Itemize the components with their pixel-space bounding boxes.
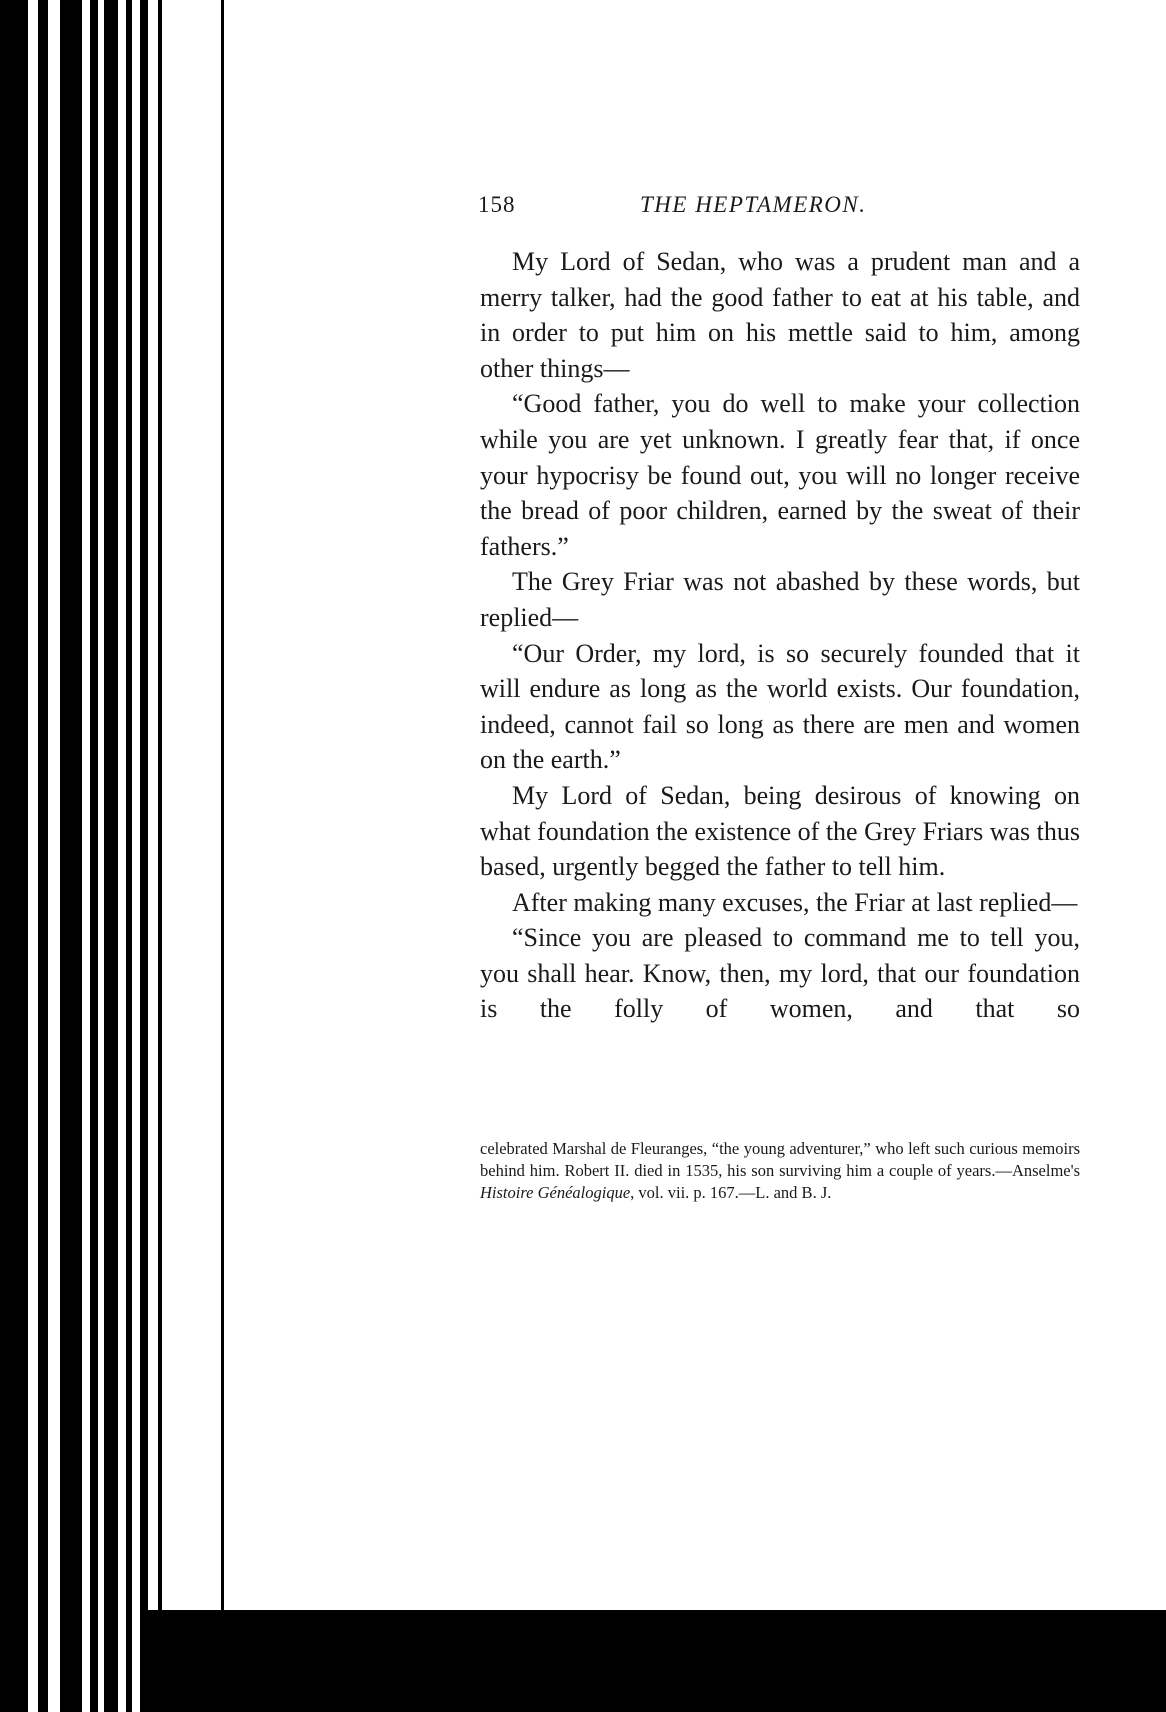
page-number: 158 <box>478 192 516 217</box>
running-title: THE HEPTAMERON. <box>640 192 867 217</box>
paragraph: “Our Order, my lord, is so securely founded that it will endure as long as the world exists. Our foundation, indeed, cannot fail so long as there are men and women on the earth.” <box>480 638 1080 775</box>
running-head <box>478 190 1083 224</box>
paragraph: After making many excuses, the Friar at last replied— <box>512 887 1078 917</box>
paragraph: “Good father, you do well to make your collection while you are yet unknown. I greatly fear that, if once your hypocrisy be found out, you will no longer receive the bread of poor children, earned by the sweat of their fathers.” <box>480 389 1080 561</box>
footnote <box>480 1138 1080 1204</box>
paragraph: My Lord of Sedan, who was a prudent man and a merry talker, had the good father to eat at his table, and in order to put him on his mettle said to him, among other things— <box>480 247 1080 383</box>
paragraph: “Since you are pleased to command me to tell you, you shall hear. Know, then, my lord, that our foundation is the folly of women, and that so <box>480 923 1080 1024</box>
footnote-text <box>480 1138 1080 1204</box>
footnote-italic-title: Histoire Généalogique <box>480 1183 631 1202</box>
footnote-text-before: celebrated Marshal de Fleuranges, “the young adventurer,” who left such curious memoirs behind him. Robert II. died in 1535, his son surviving him a couple of years.—Anselme's <box>480 1139 1080 1180</box>
body-text <box>480 244 1080 1027</box>
footnote-text-after: , vol. vii. p. 167.—L. and B. J. <box>630 1183 832 1202</box>
paragraph: The Grey Friar was not abashed by these words, but replied— <box>480 567 1080 632</box>
paragraph: My Lord of Sedan, being desirous of knowing on what foundation the existence of the Grey Friars was thus based, urgently begged the father to tell him. <box>480 780 1081 882</box>
